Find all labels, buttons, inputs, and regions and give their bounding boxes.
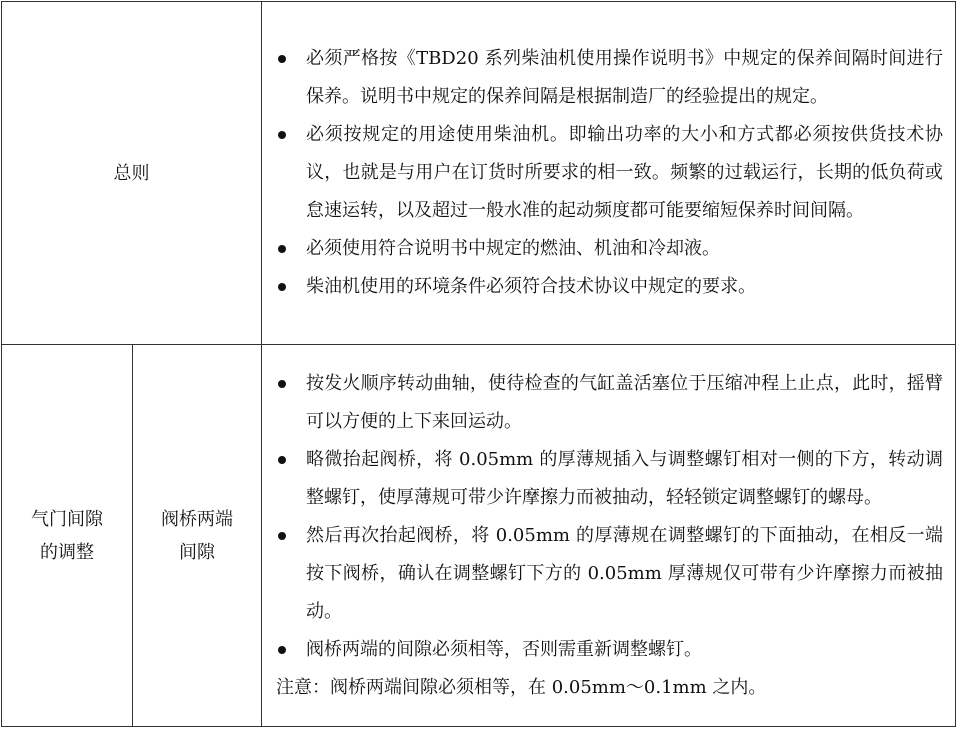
bullet-dot-icon	[278, 380, 286, 388]
bullet-item	[276, 116, 943, 230]
valve-category-cell	[2, 345, 133, 727]
general-category-label: 总则	[113, 162, 150, 184]
bullet-dot-icon	[278, 245, 286, 253]
bullet-dot-icon	[278, 646, 286, 654]
bullet-text: 略微抬起阀桥，将 0.05mm 的厚薄规插入与调整螺钉相对一侧的下方，转动调整螺钉，使厚薄规可带少许摩擦力而被抽动，轻轻锁定调整螺钉的螺母。	[306, 448, 943, 508]
valve-note: 注意：阀桥两端间隙必须相等，在 0.05mm～0.1mm 之内。	[276, 676, 767, 698]
bullet-item	[276, 230, 943, 268]
valve-content-cell	[262, 345, 956, 727]
bullet-item	[276, 441, 943, 517]
bullet-text: 必须严格按《TBD20 系列柴油机使用操作说明书》中规定的保养间隔时间进行保养。说明书中规定的保养间隔是根据制造厂的经验提出的规定。	[306, 48, 943, 107]
bullet-text: 阀桥两端的间隙必须相等，否则需重新调整螺钉。	[306, 638, 702, 660]
bullet-dot-icon	[278, 532, 286, 540]
bullet-text: 必须按规定的用途使用柴油机。即输出功率的大小和方式都必须按供货技术协议，也就是与用户在订货时所要求的相一致。频繁的过载运行，长期的低负荷或怠速运转，以及超过一般水准的起动频度都可能要缩短保养时间间隔。	[306, 124, 943, 221]
valve-subcategory-line1: 阀桥两端	[161, 508, 233, 530]
bullet-item	[276, 268, 943, 306]
valve-category-line2: 的调整	[40, 541, 94, 563]
bullet-dot-icon	[278, 55, 286, 63]
bullet-item	[276, 631, 943, 669]
bullet-dot-icon	[278, 131, 286, 139]
bullet-text: 按发火顺序转动曲轴，使待检查的气缸盖活塞位于压缩冲程上止点，此时，摇臂可以方便的上下来回运动。	[306, 372, 943, 432]
valve-bullet-list	[276, 365, 943, 669]
bullet-item	[276, 517, 943, 631]
general-row	[2, 2, 956, 345]
bullet-dot-icon	[278, 283, 286, 291]
bullet-dot-icon	[278, 456, 286, 464]
general-bullet-list	[276, 40, 943, 306]
bullet-text: 必须使用符合说明书中规定的燃油、机油和冷却液。	[306, 238, 720, 259]
bullet-text: 然后再次抬起阀桥，将 0.05mm 的厚薄规在调整螺钉的下面抽动，在相反一端按下阀桥，确认在调整螺钉下方的 0.05mm 厚薄规仅可带有少许摩擦力而被抽动。	[306, 524, 943, 622]
maintenance-spec-table	[1, 1, 956, 727]
bullet-item	[276, 40, 943, 116]
valve-subcategory-line2: 间隙	[179, 541, 215, 563]
bullet-text: 柴油机使用的环境条件必须符合技术协议中规定的要求。	[306, 276, 756, 297]
valve-subcategory-cell	[133, 345, 262, 727]
valve-category-line1: 气门间隙	[31, 508, 103, 530]
general-category-cell	[2, 2, 262, 345]
general-content-cell	[262, 2, 956, 345]
valve-row	[2, 345, 956, 727]
bullet-item	[276, 365, 943, 441]
